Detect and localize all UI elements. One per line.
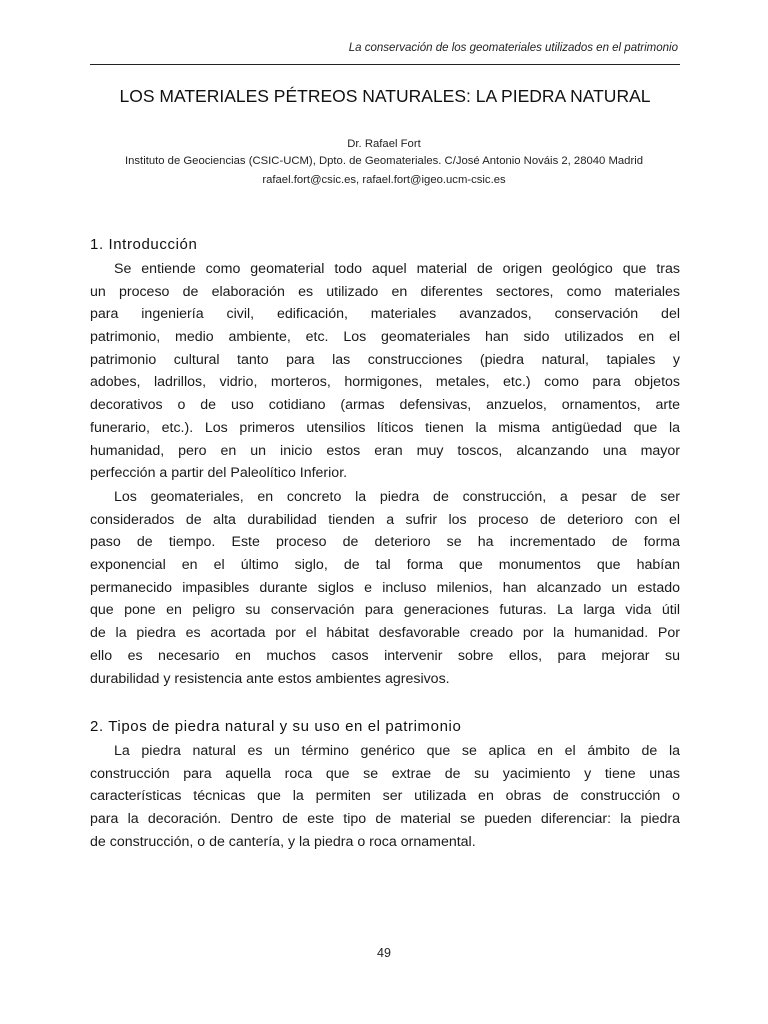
paragraph-tipos-1 (90, 740, 680, 853)
text-line: construcción para aquella roca que se extrae de su yacimiento y tiene unas (90, 765, 680, 782)
text-line: perfección a partir del Paleolítico Inferior. (90, 465, 348, 482)
text-line: para la decoración. Dentro de este tipo de material se pueden diferenciar: la piedra (90, 811, 680, 828)
text-line: La piedra natural es un término genérico que se aplica en el ámbito de la (114, 743, 680, 759)
text-line: patrimonio, medio ambiente, etc. Los geomateriales han sido utilizados en el (90, 329, 680, 346)
text-line: que pone en peligro su conservación para generaciones futuras. La larga vida útil (90, 602, 680, 619)
text-line: permanecido impasibles durante siglos e incluso milenios, han alcanzado un estado (90, 579, 680, 596)
text-line: características técnicas que la permiten ser utilizada en obras de construcción o (90, 788, 680, 805)
text-line: un proceso de elaboración es utilizado en diferentes sectores, como materiales (90, 283, 680, 300)
page-number: 49 (377, 946, 391, 960)
text-line: exponencial en el último siglo, de tal forma que monumentos que habían (90, 557, 680, 574)
header-rule (90, 64, 680, 65)
author-email: rafael.fort@csic.es, rafael.fort@igeo.ucm-csic.es (262, 174, 506, 186)
author-affiliation: Instituto de Geociencias (CSIC-UCM), Dpto. de Geomateriales. C/José Antonio Nováis 2, 28040 Madrid (124, 155, 643, 167)
paper-title: LOS MATERIALES PÉTREOS NATURALES: LA PIEDRA NATURAL (119, 86, 651, 106)
text-line: considerados de alta durabilidad tienden a sufrir los proceso de deterioro con el (90, 511, 680, 528)
text-line: Los geomateriales, en concreto la piedra de construcción, a pesar de ser (114, 489, 680, 505)
section-heading-tipos-piedra: 2. Tipos de piedra natural y su uso en el patrimonio (90, 718, 462, 735)
text-line: humanidad, pero en un inicio estos eran muy toscos, alcanzando una mayor (90, 442, 680, 459)
text-line: decorativos o de uso cotidiano (armas defensivas, anzuelos, ornamentos, arte (90, 397, 680, 414)
text-line: paso de tiempo. Este proceso de deterioro se ha incrementado de forma (90, 534, 680, 551)
paragraph-intro-1 (90, 258, 680, 485)
text-line: funerario, etc.). Los primeros utensilios líticos tienen la misma antigüedad que la (90, 419, 680, 436)
text-line: patrimonio cultural tanto para las construcciones (piedra natural, tapiales y (90, 351, 680, 368)
text-line: ello es necesario en muchos casos intervenir sobre ellos, para mejorar su (90, 647, 680, 664)
text-line: de construcción, o de cantería, y la piedra o roca ornamental. (90, 833, 476, 850)
text-line: Se entiende como geomaterial todo aquel material de origen geológico que tras (114, 261, 680, 277)
text-line: para ingeniería civil, edificación, materiales avanzados, conservación del (90, 306, 680, 323)
section-heading-introduccion: 1. Introducción (90, 236, 198, 253)
text-line: adobes, ladrillos, vidrio, morteros, hormigones, metales, etc.) como para objetos (90, 374, 680, 391)
paragraph-intro-2 (90, 486, 680, 690)
running-header: La conservación de los geomateriales utilizados en el patrimonio (348, 42, 678, 54)
text-line: durabilidad y resistencia ante estos ambientes agresivos. (90, 670, 450, 687)
author-name: Dr. Rafael Fort (347, 138, 421, 150)
text-line: de la piedra es acortada por el hábitat desfavorable creado por la humanidad. Por (90, 625, 680, 642)
